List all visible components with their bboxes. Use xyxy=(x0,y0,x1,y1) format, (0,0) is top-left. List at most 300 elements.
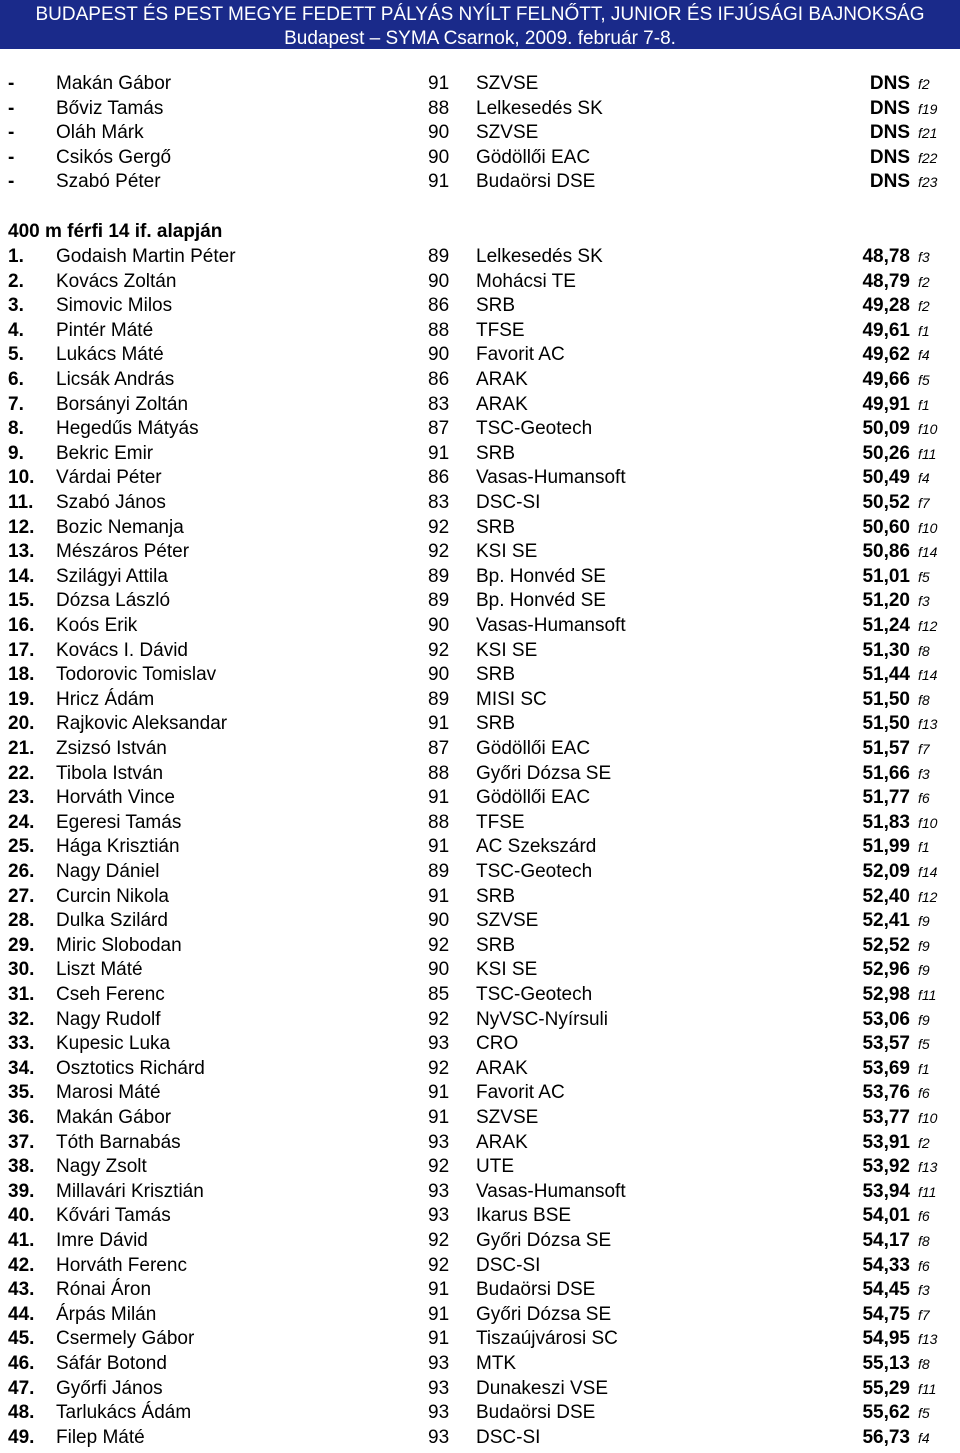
result-club: NyVSC-Nyírsuli xyxy=(476,1008,608,1030)
result-club: Gödöllői EAC xyxy=(476,738,591,759)
result-row xyxy=(0,442,960,467)
result-rank: 11. xyxy=(8,492,34,513)
result-heat: f5 xyxy=(918,372,930,388)
result-rank: 47. xyxy=(8,1377,35,1399)
result-rank: 46. xyxy=(8,1353,35,1374)
result-year: 90 xyxy=(428,664,450,686)
result-name: Sáfár Botond xyxy=(56,1353,167,1374)
result-row xyxy=(0,368,960,393)
result-row xyxy=(0,1401,960,1426)
result-year: 90 xyxy=(428,344,450,366)
result-year: 93 xyxy=(428,1131,450,1153)
result-heat: f8 xyxy=(918,691,930,708)
result-club: Vasas-Humansoft xyxy=(476,1180,626,1202)
result-heat: f7 xyxy=(918,495,930,511)
result-club: Győri Dózsa SE xyxy=(476,1303,612,1325)
result-result: 49,62 xyxy=(862,344,910,366)
result-result: 49,66 xyxy=(862,369,910,390)
result-year: 91 xyxy=(428,836,450,858)
result-name: Dulka Szilárd xyxy=(56,910,168,932)
page-subtitle: Budapest – SYMA Csarnok, 2009. február 7-8. xyxy=(284,28,676,49)
result-result: 49,28 xyxy=(862,295,910,317)
result-result: 55,62 xyxy=(862,1402,910,1424)
result-year: 91 xyxy=(428,1303,450,1325)
result-heat: f6 xyxy=(918,790,930,807)
dns-row xyxy=(0,97,960,122)
result-row xyxy=(0,786,960,811)
result-result: 51,57 xyxy=(862,738,910,759)
result-row xyxy=(0,639,960,664)
result-result: 52,96 xyxy=(862,959,910,981)
result-heat: f4 xyxy=(918,347,930,364)
result-heat: f1 xyxy=(918,1060,930,1077)
result-result: 49,61 xyxy=(862,319,910,341)
result-row xyxy=(0,860,960,885)
result-club: Dunakeszi VSE xyxy=(476,1377,609,1399)
dns-row xyxy=(0,170,960,195)
result-row xyxy=(0,1057,960,1082)
result-result: 50,49 xyxy=(862,467,910,489)
dns-heat: f19 xyxy=(918,100,938,117)
result-rank: 32. xyxy=(8,1008,35,1030)
result-year: 90 xyxy=(428,959,450,981)
dns-year: 91 xyxy=(428,171,450,193)
result-heat: f7 xyxy=(918,1306,930,1323)
result-club: KSI SE xyxy=(476,639,538,661)
result-club: TSC-Geotech xyxy=(476,418,593,440)
result-result: 55,29 xyxy=(862,1377,910,1399)
result-heat: f9 xyxy=(918,1011,930,1028)
result-rank: 7. xyxy=(8,393,24,415)
result-year: 88 xyxy=(428,319,450,341)
result-row xyxy=(0,343,960,368)
result-result: 51,44 xyxy=(862,664,910,686)
result-rank: 23. xyxy=(8,787,35,809)
result-name: Bozic Nemanja xyxy=(56,516,184,538)
result-row xyxy=(0,663,960,688)
result-rank: 42. xyxy=(8,1254,35,1276)
result-result: 53,69 xyxy=(862,1057,910,1079)
result-heat: f3 xyxy=(918,1282,930,1299)
result-club: Budaörsi DSE xyxy=(476,1279,596,1301)
dns-rank: - xyxy=(8,146,15,168)
result-club: Győri Dózsa SE xyxy=(476,1230,612,1251)
result-heat: f6 xyxy=(918,1085,930,1102)
result-name: Kupesic Luka xyxy=(56,1033,171,1055)
result-year: 93 xyxy=(428,1402,450,1424)
result-name: Mészáros Péter xyxy=(56,541,190,563)
result-name: Licsák András xyxy=(56,369,175,390)
result-club: ARAK xyxy=(476,1057,528,1079)
result-name: Pintér Máté xyxy=(56,319,154,341)
result-heat: f10 xyxy=(918,519,938,536)
dns-club: SZVSE xyxy=(476,73,539,94)
result-rank: 8. xyxy=(8,418,24,440)
result-result: 51,50 xyxy=(862,713,910,735)
result-year: 89 xyxy=(428,590,450,612)
result-year: 93 xyxy=(428,1426,450,1448)
result-result: 48,79 xyxy=(862,270,910,292)
result-result: 52,98 xyxy=(862,984,910,1005)
result-rank: 10. xyxy=(8,467,35,489)
result-year: 83 xyxy=(428,393,450,415)
result-heat: f2 xyxy=(918,273,930,290)
result-heat: f8 xyxy=(918,1356,930,1372)
result-row xyxy=(0,1204,960,1229)
result-rank: 28. xyxy=(8,910,35,932)
result-row xyxy=(0,712,960,737)
result-row xyxy=(0,1106,960,1131)
result-result: 53,91 xyxy=(862,1131,910,1153)
result-year: 93 xyxy=(428,1205,450,1227)
result-club: Gödöllői EAC xyxy=(476,787,591,809)
result-rank: 36. xyxy=(8,1107,35,1128)
result-year: 93 xyxy=(428,1353,450,1374)
result-heat: f11 xyxy=(918,1380,937,1397)
result-rank: 41. xyxy=(8,1230,35,1251)
result-name: Koós Erik xyxy=(56,615,138,636)
result-name: Nagy Dániel xyxy=(56,861,160,882)
result-name: Liszt Máté xyxy=(56,959,143,981)
result-club: DSC-SI xyxy=(476,1254,541,1276)
result-row xyxy=(0,1131,960,1156)
result-name: Horváth Vince xyxy=(56,787,175,809)
result-name: Marosi Máté xyxy=(56,1082,161,1104)
result-row xyxy=(0,1303,960,1328)
result-rank: 31. xyxy=(8,984,35,1005)
result-rank: 33. xyxy=(8,1033,35,1055)
result-rank: 9. xyxy=(8,442,24,464)
result-heat: f3 xyxy=(918,765,930,782)
result-year: 92 xyxy=(428,1057,450,1079)
result-name: Csermely Gábor xyxy=(56,1328,195,1350)
result-row xyxy=(0,737,960,762)
result-club: ARAK xyxy=(476,393,528,415)
result-rank: 14. xyxy=(8,565,35,587)
result-club: SRB xyxy=(476,885,516,907)
result-club: Favorit AC xyxy=(476,1082,565,1104)
result-rank: 5. xyxy=(8,344,24,366)
result-rank: 12. xyxy=(8,516,35,538)
result-club: Ikarus BSE xyxy=(476,1205,572,1227)
result-year: 89 xyxy=(428,861,450,882)
dns-heat: f21 xyxy=(918,125,938,142)
section-title: 400 m férfi 14 if. alapján xyxy=(8,221,223,242)
result-name: Nagy Zsolt xyxy=(56,1156,147,1178)
result-club: ARAK xyxy=(476,1131,528,1153)
result-name: Lukács Máté xyxy=(56,344,164,366)
result-heat: f7 xyxy=(918,741,930,757)
result-year: 89 xyxy=(428,246,450,267)
result-name: Makán Gábor xyxy=(56,1107,172,1128)
result-name: Dózsa László xyxy=(56,590,171,612)
result-name: Filep Máté xyxy=(56,1426,145,1448)
result-row xyxy=(0,1081,960,1106)
result-heat: f11 xyxy=(918,445,937,462)
result-row xyxy=(0,1377,960,1402)
result-result: 51,99 xyxy=(862,836,910,858)
result-name: Todorovic Tomislav xyxy=(56,664,217,686)
result-year: 91 xyxy=(428,442,450,464)
dns-year: 91 xyxy=(428,73,450,94)
result-result: 56,73 xyxy=(862,1426,910,1448)
result-rank: 38. xyxy=(8,1156,35,1178)
result-year: 90 xyxy=(428,270,450,292)
dns-result: DNS xyxy=(869,73,910,94)
result-name: Miric Slobodan xyxy=(56,934,182,956)
result-heat: f10 xyxy=(918,814,938,831)
result-heat: f5 xyxy=(918,1036,930,1053)
result-heat: f13 xyxy=(918,1159,938,1176)
result-result: 51,20 xyxy=(862,590,910,612)
result-year: 92 xyxy=(428,1230,450,1251)
dns-heat: f23 xyxy=(918,174,938,191)
page-header xyxy=(0,0,960,49)
result-club: Budaörsi DSE xyxy=(476,1402,596,1424)
result-year: 92 xyxy=(428,516,450,538)
result-name: Millavári Krisztián xyxy=(56,1180,204,1202)
result-heat: f8 xyxy=(918,642,930,659)
result-club: DSC-SI xyxy=(476,1426,541,1448)
result-rank: 26. xyxy=(8,861,35,882)
result-result: 50,60 xyxy=(862,516,910,538)
result-rank: 25. xyxy=(8,836,35,858)
result-result: 48,78 xyxy=(862,246,910,267)
result-club: Tiszaújvárosi SC xyxy=(476,1328,618,1350)
result-year: 88 xyxy=(428,811,450,833)
result-result: 50,86 xyxy=(862,541,910,563)
result-year: 91 xyxy=(428,1107,450,1128)
result-result: 51,30 xyxy=(862,639,910,661)
result-row xyxy=(0,1008,960,1033)
result-rank: 20. xyxy=(8,713,35,735)
result-result: 52,40 xyxy=(862,885,910,907)
result-result: 52,09 xyxy=(862,861,910,882)
dns-row xyxy=(0,146,960,171)
result-row xyxy=(0,245,960,270)
result-heat: f10 xyxy=(918,421,938,438)
dns-rank: - xyxy=(8,73,15,94)
result-year: 86 xyxy=(428,369,450,390)
result-heat: f9 xyxy=(918,937,930,954)
result-club: Lelkesedés SK xyxy=(476,246,603,267)
dns-club: Budaörsi DSE xyxy=(476,171,596,193)
dns-heat: f22 xyxy=(918,149,938,166)
result-heat: f12 xyxy=(918,618,938,634)
result-rank: 19. xyxy=(8,688,35,710)
result-name: Egeresi Tamás xyxy=(56,811,182,833)
dns-rank: - xyxy=(8,122,15,144)
result-name: Győrfi János xyxy=(56,1377,163,1399)
result-name: Várdai Péter xyxy=(56,467,162,489)
result-year: 92 xyxy=(428,1254,450,1276)
result-name: Osztotics Richárd xyxy=(56,1057,205,1079)
dns-year: 88 xyxy=(428,97,450,119)
result-heat: f6 xyxy=(918,1208,930,1225)
result-result: 53,77 xyxy=(862,1107,910,1128)
dns-rank: - xyxy=(8,171,15,193)
result-year: 91 xyxy=(428,787,450,809)
result-club: KSI SE xyxy=(476,541,538,563)
result-year: 88 xyxy=(428,762,450,784)
result-year: 86 xyxy=(428,467,450,489)
result-club: Győri Dózsa SE xyxy=(476,762,612,784)
result-result: 53,57 xyxy=(862,1033,910,1055)
result-club: SRB xyxy=(476,295,516,317)
result-name: Bekric Emir xyxy=(56,442,154,464)
result-rank: 30. xyxy=(8,959,35,981)
result-heat: f14 xyxy=(918,544,938,561)
result-rank: 6. xyxy=(8,369,24,390)
result-row xyxy=(0,270,960,295)
result-year: 86 xyxy=(428,295,450,317)
result-row xyxy=(0,688,960,713)
dns-club: Gödöllői EAC xyxy=(476,146,591,168)
result-rank: 35. xyxy=(8,1082,35,1104)
result-year: 91 xyxy=(428,713,450,735)
result-heat: f13 xyxy=(918,1331,938,1348)
result-year: 89 xyxy=(428,688,450,710)
result-club: DSC-SI xyxy=(476,492,541,513)
result-club: Favorit AC xyxy=(476,344,565,366)
result-result: 54,75 xyxy=(862,1303,910,1325)
dns-result: DNS xyxy=(869,97,910,119)
result-rank: 17. xyxy=(8,639,35,661)
page-title: BUDAPEST ÉS PEST MEGYE FEDETT PÁLYÁS NYÍLT FELNŐTT, JUNIOR ÉS IFJÚSÁGI BAJNOKSÁG xyxy=(35,4,925,25)
result-result: 54,17 xyxy=(862,1230,910,1251)
result-name: Cseh Ferenc xyxy=(56,984,165,1005)
result-row xyxy=(0,491,960,516)
dns-name: Csikós Gergő xyxy=(56,146,172,168)
result-club: SRB xyxy=(476,713,516,735)
result-club: SRB xyxy=(476,664,516,686)
result-row xyxy=(0,762,960,787)
result-result: 51,50 xyxy=(862,688,910,710)
result-result: 55,13 xyxy=(862,1353,910,1374)
result-result: 51,77 xyxy=(862,787,910,809)
result-club: TFSE xyxy=(476,319,525,341)
result-year: 87 xyxy=(428,738,450,759)
result-heat: f10 xyxy=(918,1110,938,1126)
result-row xyxy=(0,1229,960,1254)
result-heat: f3 xyxy=(918,593,930,610)
result-club: TFSE xyxy=(476,811,525,833)
result-heat: f4 xyxy=(918,1429,930,1446)
result-rank: 1. xyxy=(8,246,24,267)
result-name: Szilágyi Attila xyxy=(56,565,168,587)
result-row xyxy=(0,614,960,639)
result-year: 89 xyxy=(428,565,450,587)
result-row xyxy=(0,294,960,319)
result-row xyxy=(0,319,960,344)
result-row xyxy=(0,958,960,983)
result-result: 51,83 xyxy=(862,811,910,833)
dns-result: DNS xyxy=(869,122,910,144)
result-club: MISI SC xyxy=(476,688,547,710)
result-year: 85 xyxy=(428,984,450,1005)
result-heat: f3 xyxy=(918,249,930,265)
result-rank: 13. xyxy=(8,541,35,563)
result-row xyxy=(0,466,960,491)
result-name: Rónai Áron xyxy=(56,1279,152,1301)
result-rank: 24. xyxy=(8,811,35,833)
dns-result: DNS xyxy=(869,146,910,168)
result-year: 83 xyxy=(428,492,450,513)
result-row xyxy=(0,1352,960,1377)
result-rank: 39. xyxy=(8,1180,35,1202)
result-result: 50,26 xyxy=(862,442,910,464)
result-name: Árpás Milán xyxy=(56,1303,157,1325)
result-year: 93 xyxy=(428,1180,450,1202)
dns-name: Oláh Márk xyxy=(56,122,144,144)
result-club: SRB xyxy=(476,442,516,464)
result-result: 53,92 xyxy=(862,1156,910,1178)
dns-row xyxy=(0,72,960,97)
dns-rank: - xyxy=(8,97,15,119)
result-row xyxy=(0,1278,960,1303)
result-year: 92 xyxy=(428,541,450,563)
result-row xyxy=(0,1032,960,1057)
result-result: 49,91 xyxy=(862,393,910,415)
result-row xyxy=(0,983,960,1008)
result-club: SRB xyxy=(476,934,516,956)
result-heat: f4 xyxy=(918,470,930,487)
result-heat: f9 xyxy=(918,962,930,979)
result-row xyxy=(0,417,960,442)
result-heat: f5 xyxy=(918,568,930,585)
result-row xyxy=(0,1327,960,1352)
result-result: 54,01 xyxy=(862,1205,910,1227)
result-club: TSC-Geotech xyxy=(476,861,593,882)
result-rank: 15. xyxy=(8,590,35,612)
result-result: 54,33 xyxy=(862,1254,910,1276)
result-row xyxy=(0,540,960,565)
dns-name: Bőviz Tamás xyxy=(56,97,164,119)
result-row xyxy=(0,1155,960,1180)
result-year: 87 xyxy=(428,418,450,440)
result-rank: 45. xyxy=(8,1328,35,1350)
result-result: 51,01 xyxy=(862,565,910,587)
result-row xyxy=(0,909,960,934)
result-row xyxy=(0,1254,960,1279)
result-name: Rajkovic Aleksandar xyxy=(56,713,228,735)
result-year: 93 xyxy=(428,1377,450,1399)
result-year: 90 xyxy=(428,615,450,636)
result-year: 92 xyxy=(428,934,450,956)
result-name: Hága Krisztián xyxy=(56,836,180,858)
result-name: Borsányi Zoltán xyxy=(56,393,189,415)
dns-result: DNS xyxy=(869,171,910,193)
dns-club: Lelkesedés SK xyxy=(476,97,603,119)
result-result: 53,76 xyxy=(862,1082,910,1104)
dns-name: Makán Gábor xyxy=(56,73,172,94)
result-heat: f1 xyxy=(918,839,930,856)
result-rank: 49. xyxy=(8,1426,35,1448)
result-heat: f11 xyxy=(918,987,937,1003)
result-club: Mohácsi TE xyxy=(476,270,576,292)
result-rank: 16. xyxy=(8,615,35,636)
result-name: Kovács I. Dávid xyxy=(56,639,188,661)
result-name: Kővári Tamás xyxy=(56,1205,171,1227)
result-club: SRB xyxy=(476,516,516,538)
result-club: SZVSE xyxy=(476,910,539,932)
result-year: 91 xyxy=(428,1279,450,1301)
result-rank: 27. xyxy=(8,885,35,907)
result-heat: f11 xyxy=(918,1183,937,1200)
result-heat: f14 xyxy=(918,864,938,880)
result-heat: f5 xyxy=(918,1405,930,1422)
result-rank: 43. xyxy=(8,1279,35,1301)
